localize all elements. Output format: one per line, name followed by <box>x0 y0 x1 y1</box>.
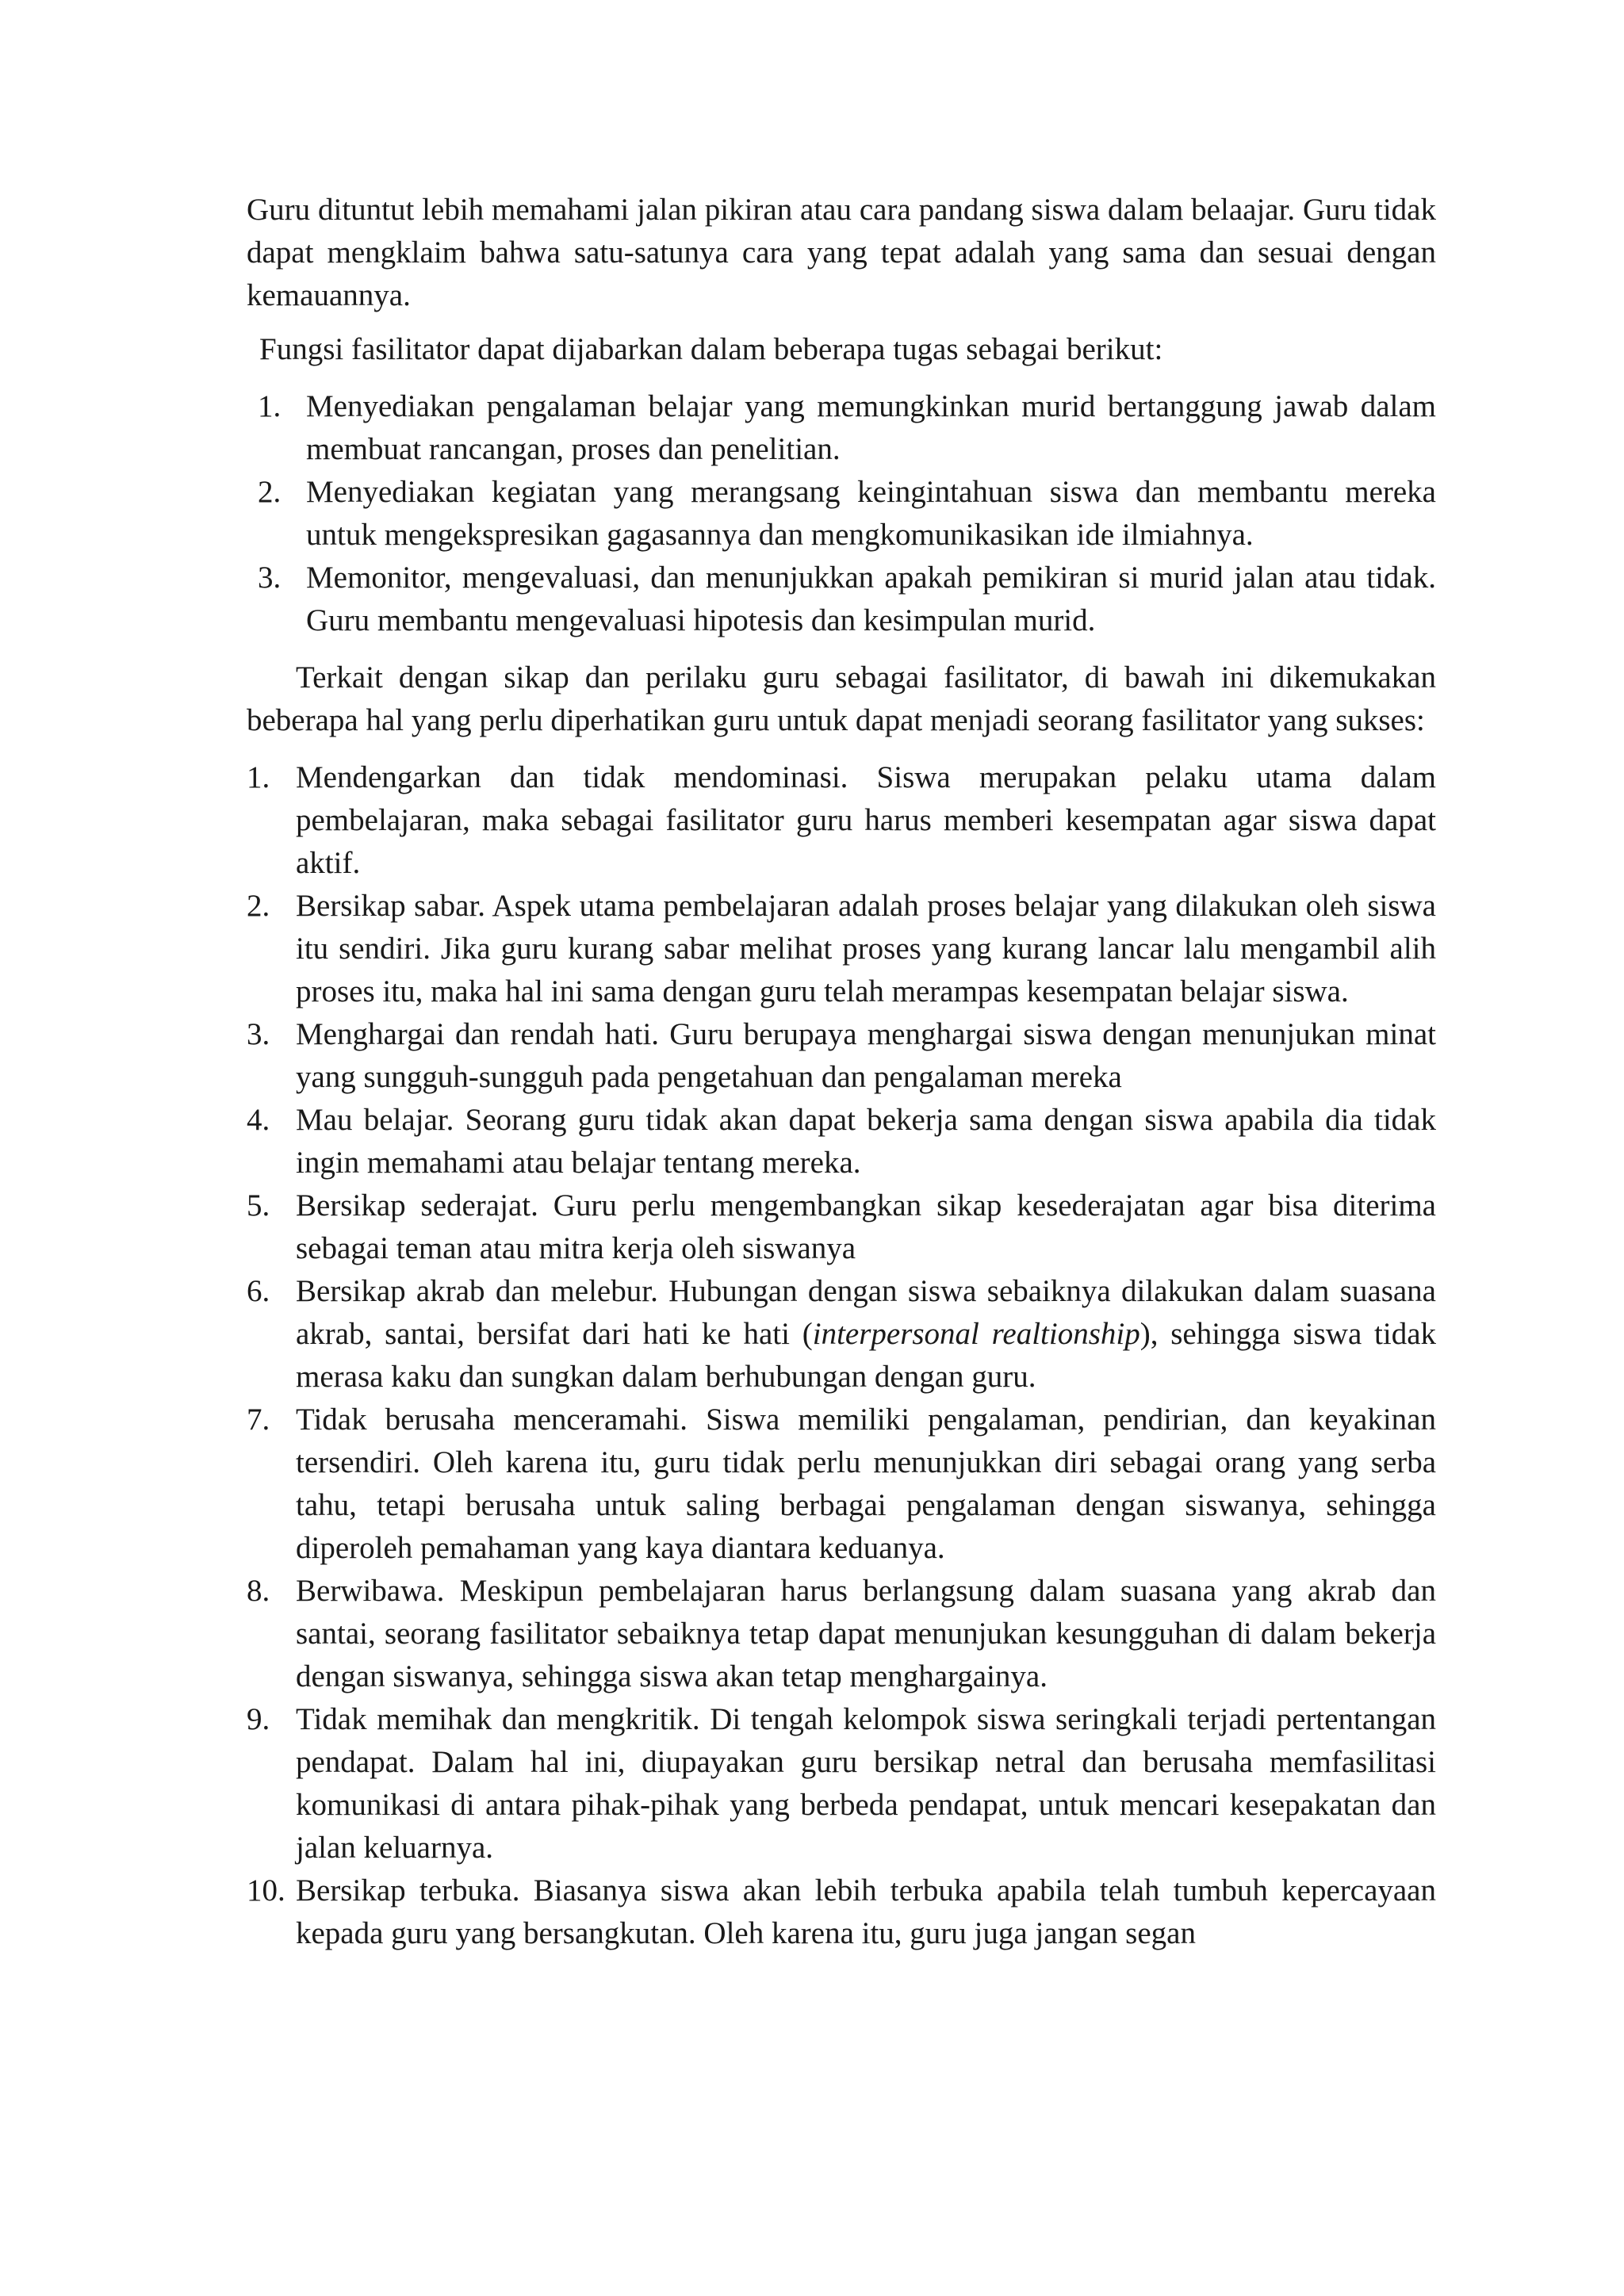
list-item <box>247 1013 1436 1099</box>
list-number: 1. <box>258 389 282 423</box>
list-item-text: Menghargai dan rendah hati. Guru berupaya menghargai siswa dengan menunjukan minat yang sungguh-sungguh pada pengetahuan dan pengalaman mereka <box>296 1017 1436 1094</box>
list-item <box>247 1869 1436 1955</box>
list-item <box>247 1399 1436 1570</box>
list-item-text: Berwibawa. Meskipun pembelajaran harus berlangsung dalam suasana yang akrab dan santai, seorang fasilitator sebaiknya tetap dapat menunjukan kesungguhan di dalam bekerja dengan siswanya, sehingga siswa akan tetap menghargainya. <box>296 1574 1436 1693</box>
terkait-paragraph: Terkait dengan sikap dan perilaku guru sebagai fasilitator, di bawah ini dikemukakan beberapa hal yang perlu diperhatikan guru untuk dapat menjadi seorang fasilitator yang sukses: <box>247 660 1436 737</box>
list-number: 4. <box>247 1103 270 1137</box>
intro-paragraph: Guru dituntut lebih memahami jalan pikiran atau cara pandang siswa dalam belaajar. Guru tidak dapat mengklaim bahwa satu-satunya cara yang tepat adalah yang sama dan sesuai dengan kemauannya. <box>247 193 1436 312</box>
list-number: 3. <box>247 1017 270 1051</box>
list-number: 5. <box>247 1188 270 1223</box>
list-item-text: Menyediakan pengalaman belajar yang memungkinkan murid bertanggung jawab dalam membuat rancangan, proses dan penelitian. <box>306 389 1436 466</box>
list-item-text: Memonitor, mengevaluasi, dan menunjukkan apakah pemikiran si murid jalan atau tidak. Guru membantu mengevaluasi hipotesis dan kesimpulan murid. <box>306 561 1436 637</box>
facilitator-tips-list <box>247 756 1436 1955</box>
list-item <box>247 1570 1436 1698</box>
list-number: 2. <box>258 475 282 509</box>
list-number: 10. <box>247 1873 285 1908</box>
fungsi-paragraph: Fungsi fasilitator dapat dijabarkan dalam beberapa tugas sebagai berikut: <box>259 332 1163 366</box>
list-item-text: Bersikap sederajat. Guru perlu mengembangkan sikap kesederajatan agar bisa diterima sebagai teman atau mitra kerja oleh siswanya <box>296 1188 1436 1265</box>
list-item <box>247 385 1436 471</box>
list-number: 9. <box>247 1702 270 1736</box>
list-item-text: Mau belajar. Seorang guru tidak akan dapat bekerja sama dengan siswa apabila dia tidak ingin memahami atau belajar tentang mereka. <box>296 1103 1436 1180</box>
list-number: 7. <box>247 1402 270 1437</box>
list-item-text: Tidak berusaha menceramahi. Siswa memiliki pengalaman, pendirian, dan keyakinan tersendiri. Oleh karena itu, guru tidak perlu menunjukkan diri sebagai orang yang serba tahu, tetapi berusaha untuk saling berbagai pengalaman dengan siswanya, sehingga diperoleh pemahaman yang kaya diantara keduanya. <box>296 1402 1436 1565</box>
list-item-text: Menyediakan kegiatan yang merangsang keingintahuan siswa dan membantu mereka untuk mengekspresikan gagasannya dan mengkomunikasikan ide ilmiahnya. <box>306 475 1436 552</box>
list-item <box>247 1270 1436 1399</box>
list-number: 8. <box>247 1574 270 1608</box>
list-item <box>247 885 1436 1013</box>
list-item-text: Bersikap terbuka. Biasanya siswa akan lebih terbuka apabila telah tumbuh kepercayaan kepada guru yang bersangkutan. Oleh karena itu, guru juga jangan segan <box>296 1873 1436 1950</box>
list-item <box>247 1184 1436 1270</box>
list-item <box>247 1099 1436 1184</box>
list-item-text: Tidak memihak dan mengkritik. Di tengah kelompok siswa seringkali terjadi pertentangan pendapat. Dalam hal ini, diupayakan guru bersikap netral dan berusaha memfasilitasi komunikasi di antara pihak-pihak yang berbeda pendapat, untuk mencari kesepakatan dan jalan keluarnya. <box>296 1702 1436 1865</box>
list-number: 6. <box>247 1274 270 1308</box>
list-item-text <box>296 1274 1436 1394</box>
list-item <box>247 1698 1436 1869</box>
list-item-text: Bersikap sabar. Aspek utama pembelajaran adalah proses belajar yang dilakukan oleh siswa itu sendiri. Jika guru kurang sabar melihat proses yang kurang lancar lalu mengambil alih proses itu, maka hal ini sama dengan guru telah merampas kesempatan belajar siswa. <box>296 889 1436 1008</box>
list-number: 1. <box>247 760 270 794</box>
list-item <box>247 756 1436 885</box>
list-number: 3. <box>258 561 282 595</box>
list-item <box>247 557 1436 642</box>
list-number: 2. <box>247 889 270 923</box>
list-item-text: Mendengarkan dan tidak mendominasi. Siswa merupakan pelaku utama dalam pembelajaran, maka sebagai fasilitator guru harus memberi kesempatan agar siswa dapat aktif. <box>296 760 1436 880</box>
text-before-italic: Bersikap akrab dan melebur. Hubungan dengan siswa sebaiknya dilakukan dalam suasana akrab, santai, bersifat dari hati ke hati ( <box>296 1274 1436 1351</box>
text-after-italic: ), sehingga siswa tidak merasa kaku dan sungkan dalam berhubungan dengan guru. <box>296 1317 1437 1394</box>
list-item <box>247 471 1436 557</box>
italic-term: interpersonal realtionship <box>812 1317 1140 1351</box>
document-page <box>247 189 1436 1955</box>
facilitator-tasks-list <box>247 385 1436 642</box>
